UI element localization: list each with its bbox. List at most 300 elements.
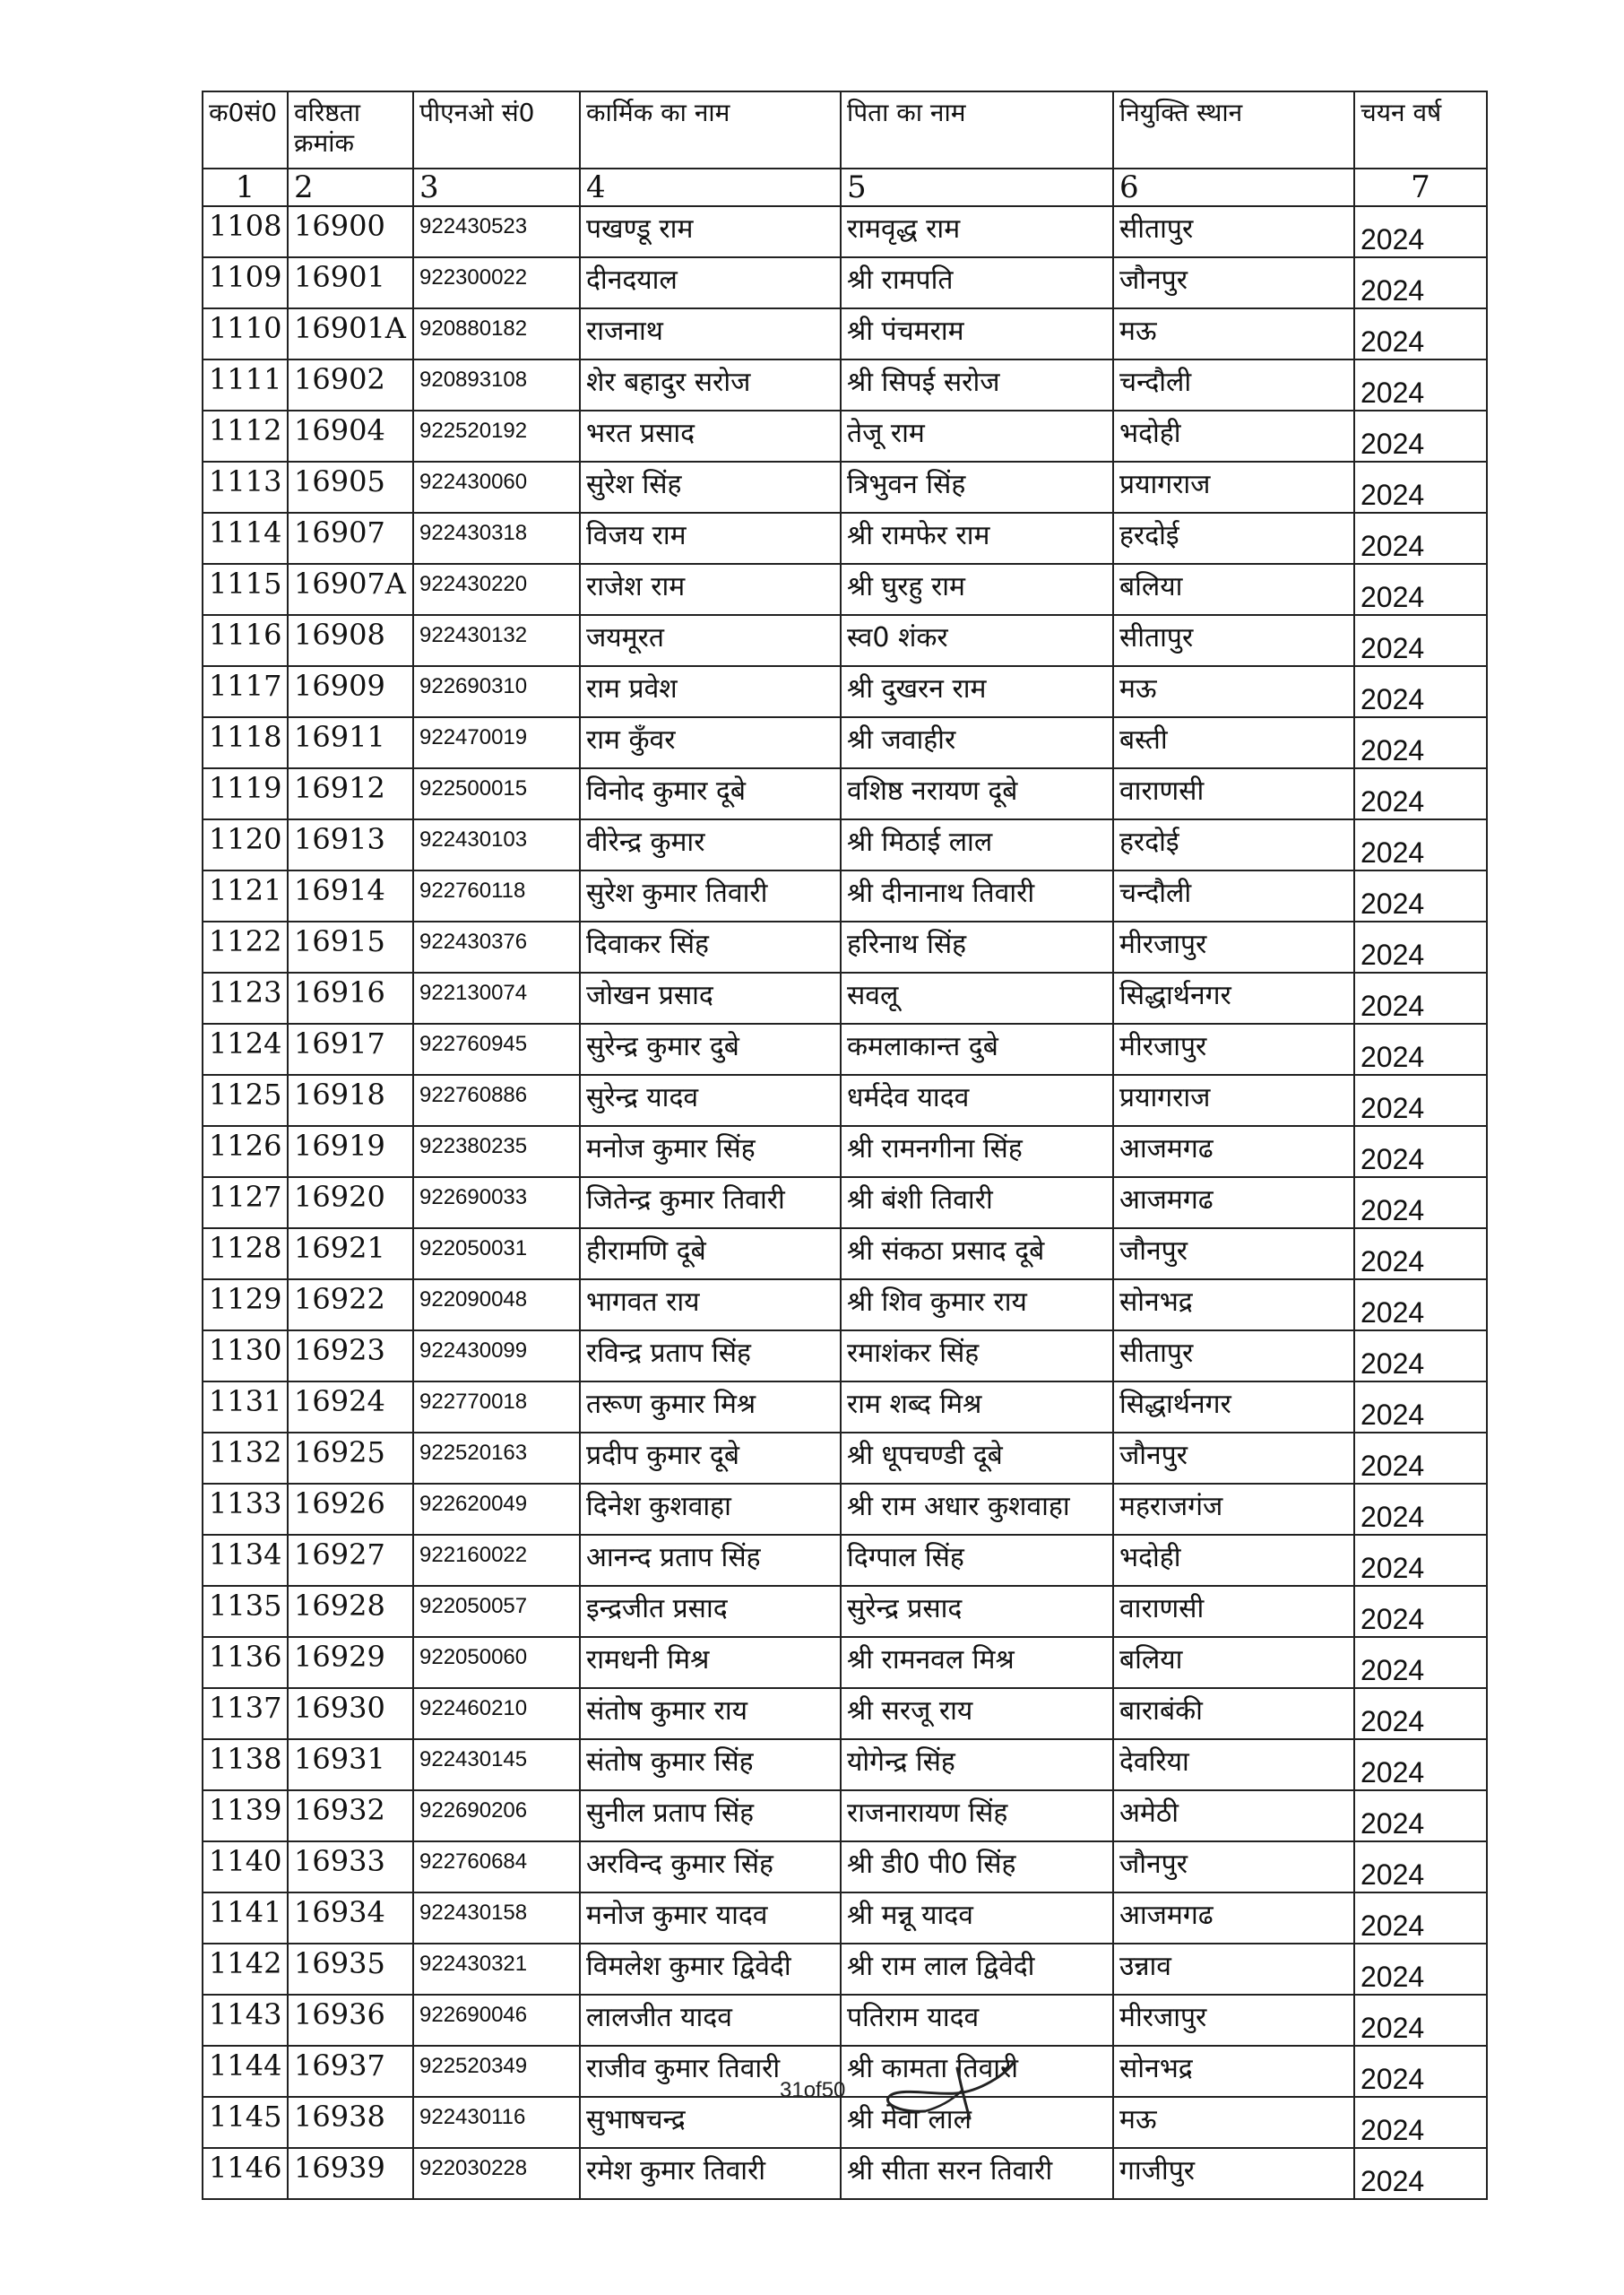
seniority-cell: 16926 xyxy=(288,1484,413,1535)
pno-cell: 922050060 xyxy=(413,1637,580,1688)
serial-cell: 1146 xyxy=(203,2148,288,2199)
selection-year-cell: 2024 xyxy=(1354,1637,1487,1688)
seniority-cell: 16933 xyxy=(288,1841,413,1892)
pno-cell: 922430060 xyxy=(413,462,580,513)
employee-name-cell: सुरेश कुमार तिवारी xyxy=(580,870,841,922)
seniority-cell: 16919 xyxy=(288,1126,413,1177)
table-row xyxy=(203,2097,1487,2148)
selection-year-cell: 2024 xyxy=(1354,922,1487,973)
table-row xyxy=(203,513,1487,564)
pno-cell: 922520163 xyxy=(413,1433,580,1484)
posting-place-cell: चन्दौली xyxy=(1113,359,1354,411)
serial-cell: 1144 xyxy=(203,2046,288,2097)
employee-name-cell: दिनेश कुशवाहा xyxy=(580,1484,841,1535)
serial-cell: 1139 xyxy=(203,1790,288,1841)
posting-place-cell: सीतापुर xyxy=(1113,615,1354,666)
posting-place-cell: वाराणसी xyxy=(1113,768,1354,819)
table-row xyxy=(203,308,1487,359)
seniority-cell: 16905 xyxy=(288,462,413,513)
table-row xyxy=(203,717,1487,768)
father-name-cell: श्री मन्नू यादव xyxy=(841,1892,1113,1944)
serial-cell: 1118 xyxy=(203,717,288,768)
seniority-cell: 16931 xyxy=(288,1739,413,1790)
father-name-cell: त्रिभुवन सिंह xyxy=(841,462,1113,513)
father-name-cell: रामवृद्ध राम xyxy=(841,206,1113,257)
employee-name-cell: सुरेन्द्र यादव xyxy=(580,1075,841,1126)
column-number: 7 xyxy=(1354,169,1487,206)
employee-name-cell: जोखन प्रसाद xyxy=(580,973,841,1024)
seniority-cell: 16916 xyxy=(288,973,413,1024)
posting-place-cell: जौनपुर xyxy=(1113,1841,1354,1892)
selection-year-cell: 2024 xyxy=(1354,666,1487,717)
pno-cell: 922470019 xyxy=(413,717,580,768)
posting-place-cell: अमेठी xyxy=(1113,1790,1354,1841)
serial-cell: 1114 xyxy=(203,513,288,564)
posting-place-cell: गाजीपुर xyxy=(1113,2148,1354,2199)
posting-place-cell: मऊ xyxy=(1113,2097,1354,2148)
selection-year-cell: 2024 xyxy=(1354,1944,1487,1995)
posting-place-cell: सोनभद्र xyxy=(1113,2046,1354,2097)
father-name-cell: स्व0 शंकर xyxy=(841,615,1113,666)
table-row xyxy=(203,1688,1487,1739)
table-row xyxy=(203,1586,1487,1637)
serial-cell: 1117 xyxy=(203,666,288,717)
father-name-cell: श्री दुखरन राम xyxy=(841,666,1113,717)
father-name-cell: श्री संकठा प्रसाद दूबे xyxy=(841,1228,1113,1279)
selection-year-cell: 2024 xyxy=(1354,615,1487,666)
selection-year-cell: 2024 xyxy=(1354,257,1487,308)
posting-place-cell: मीरजापुर xyxy=(1113,922,1354,973)
father-name-cell: श्री मिठाई लाल xyxy=(841,819,1113,870)
father-name-cell: पतिराम यादव xyxy=(841,1995,1113,2046)
selection-year-cell: 2024 xyxy=(1354,359,1487,411)
posting-place-cell: आजमगढ xyxy=(1113,1892,1354,1944)
selection-year-cell: 2024 xyxy=(1354,1892,1487,1944)
seniority-cell: 16900 xyxy=(288,206,413,257)
father-name-cell: श्री राम अधार कुशवाहा xyxy=(841,1484,1113,1535)
employee-name-cell: राम प्रवेश xyxy=(580,666,841,717)
pno-cell: 922690046 xyxy=(413,1995,580,2046)
serial-cell: 1119 xyxy=(203,768,288,819)
serial-cell: 1142 xyxy=(203,1944,288,1995)
father-name-cell: सवलू xyxy=(841,973,1113,1024)
serial-cell: 1112 xyxy=(203,411,288,462)
posting-place-cell: आजमगढ xyxy=(1113,1126,1354,1177)
table-row xyxy=(203,1177,1487,1228)
selection-year-cell: 2024 xyxy=(1354,1841,1487,1892)
pno-cell: 922380235 xyxy=(413,1126,580,1177)
pno-cell: 922690033 xyxy=(413,1177,580,1228)
employee-name-cell: संतोष कुमार सिंह xyxy=(580,1739,841,1790)
seniority-cell: 16928 xyxy=(288,1586,413,1637)
seniority-cell: 16914 xyxy=(288,870,413,922)
seniority-cell: 16912 xyxy=(288,768,413,819)
table-row xyxy=(203,1995,1487,2046)
posting-place-cell: प्रयागराज xyxy=(1113,1075,1354,1126)
column-number: 5 xyxy=(841,169,1113,206)
employee-name-cell: मनोज कुमार सिंह xyxy=(580,1126,841,1177)
posting-place-cell: सीतापुर xyxy=(1113,1330,1354,1381)
father-name-cell: श्री शिव कुमार राय xyxy=(841,1279,1113,1330)
selection-year-cell: 2024 xyxy=(1354,1484,1487,1535)
selection-year-cell: 2024 xyxy=(1354,1126,1487,1177)
father-name-cell: सुरेन्द्र प्रसाद xyxy=(841,1586,1113,1637)
selection-year-cell: 2024 xyxy=(1354,1739,1487,1790)
seniority-cell: 16921 xyxy=(288,1228,413,1279)
pno-cell: 922760945 xyxy=(413,1024,580,1075)
selection-year-cell: 2024 xyxy=(1354,973,1487,1024)
father-name-cell: श्री घुरहु राम xyxy=(841,564,1113,615)
father-name-cell: हरिनाथ सिंह xyxy=(841,922,1113,973)
serial-cell: 1135 xyxy=(203,1586,288,1637)
table-row xyxy=(203,1024,1487,1075)
employee-name-cell: जितेन्द्र कुमार तिवारी xyxy=(580,1177,841,1228)
column-number-row xyxy=(203,169,1487,206)
header-posting-place: नियुक्ति स्थान xyxy=(1113,91,1354,169)
posting-place-cell: सिद्धार्थनगर xyxy=(1113,973,1354,1024)
posting-place-cell: वाराणसी xyxy=(1113,1586,1354,1637)
seniority-cell: 16937 xyxy=(288,2046,413,2097)
employee-name-cell: तरूण कुमार मिश्र xyxy=(580,1381,841,1433)
column-number: 3 xyxy=(413,169,580,206)
posting-place-cell: मऊ xyxy=(1113,308,1354,359)
seniority-cell: 16917 xyxy=(288,1024,413,1075)
seniority-cell: 16909 xyxy=(288,666,413,717)
serial-cell: 1145 xyxy=(203,2097,288,2148)
serial-cell: 1143 xyxy=(203,1995,288,2046)
seniority-cell: 16927 xyxy=(288,1535,413,1586)
table-row xyxy=(203,870,1487,922)
pno-cell: 922030228 xyxy=(413,2148,580,2199)
serial-cell: 1124 xyxy=(203,1024,288,1075)
table-row xyxy=(203,1892,1487,1944)
serial-cell: 1136 xyxy=(203,1637,288,1688)
serial-cell: 1110 xyxy=(203,308,288,359)
selection-year-cell: 2024 xyxy=(1354,1433,1487,1484)
father-name-cell: श्री दीनानाथ तिवारी xyxy=(841,870,1113,922)
table-row xyxy=(203,359,1487,411)
employee-name-cell: राजेश राम xyxy=(580,564,841,615)
father-name-cell: कमलाकान्त दुबे xyxy=(841,1024,1113,1075)
table-row xyxy=(203,206,1487,257)
serial-cell: 1130 xyxy=(203,1330,288,1381)
posting-place-cell: सिद्धार्थनगर xyxy=(1113,1381,1354,1433)
selection-year-cell: 2024 xyxy=(1354,2148,1487,2199)
pno-cell: 922760886 xyxy=(413,1075,580,1126)
column-number: 2 xyxy=(288,169,413,206)
seniority-cell: 16902 xyxy=(288,359,413,411)
serial-cell: 1141 xyxy=(203,1892,288,1944)
father-name-cell: श्री रामपति xyxy=(841,257,1113,308)
employee-name-cell: भागवत राय xyxy=(580,1279,841,1330)
employee-name-cell: सुनील प्रताप सिंह xyxy=(580,1790,841,1841)
pno-cell: 922430132 xyxy=(413,615,580,666)
serial-cell: 1127 xyxy=(203,1177,288,1228)
selection-year-cell: 2024 xyxy=(1354,1535,1487,1586)
employee-name-cell: हीरामणि दूबे xyxy=(580,1228,841,1279)
table-row xyxy=(203,462,1487,513)
employee-name-cell: रामधनी मिश्र xyxy=(580,1637,841,1688)
seniority-cell: 16924 xyxy=(288,1381,413,1433)
selection-year-cell: 2024 xyxy=(1354,1381,1487,1433)
seniority-cell: 16915 xyxy=(288,922,413,973)
posting-place-cell: बलिया xyxy=(1113,1637,1354,1688)
father-name-cell: श्री बंशी तिवारी xyxy=(841,1177,1113,1228)
seniority-cell: 16936 xyxy=(288,1995,413,2046)
father-name-cell: श्री डी0 पी0 सिंह xyxy=(841,1841,1113,1892)
employee-name-cell: विजय राम xyxy=(580,513,841,564)
father-name-cell: श्री राम लाल द्विवेदी xyxy=(841,1944,1113,1995)
table-row xyxy=(203,564,1487,615)
posting-place-cell: बाराबंकी xyxy=(1113,1688,1354,1739)
posting-place-cell: सोनभद्र xyxy=(1113,1279,1354,1330)
employee-name-cell: विनोद कुमार दूबे xyxy=(580,768,841,819)
header-seniority: वरिष्ठता क्रमांक xyxy=(288,91,413,169)
pno-cell: 922520349 xyxy=(413,2046,580,2097)
selection-year-cell: 2024 xyxy=(1354,2097,1487,2148)
posting-place-cell: बलिया xyxy=(1113,564,1354,615)
posting-place-cell: प्रयागराज xyxy=(1113,462,1354,513)
employee-name-cell: वीरेन्द्र कुमार xyxy=(580,819,841,870)
pno-cell: 922430158 xyxy=(413,1892,580,1944)
employee-name-cell: लालजीत यादव xyxy=(580,1995,841,2046)
header-serial: क0सं0 xyxy=(203,91,288,169)
table-row xyxy=(203,1126,1487,1177)
posting-place-cell: हरदोई xyxy=(1113,819,1354,870)
posting-place-cell: मीरजापुर xyxy=(1113,1995,1354,2046)
serial-cell: 1113 xyxy=(203,462,288,513)
table-row xyxy=(203,768,1487,819)
pno-cell: 922430116 xyxy=(413,2097,580,2148)
seniority-cell: 16935 xyxy=(288,1944,413,1995)
posting-place-cell: चन्दौली xyxy=(1113,870,1354,922)
table-row xyxy=(203,1637,1487,1688)
serial-cell: 1129 xyxy=(203,1279,288,1330)
father-name-cell: श्री रामनवल मिश्र xyxy=(841,1637,1113,1688)
employee-name-cell: सुरेन्द्र कुमार दुबे xyxy=(580,1024,841,1075)
serial-cell: 1111 xyxy=(203,359,288,411)
pno-cell: 922430523 xyxy=(413,206,580,257)
table-row xyxy=(203,922,1487,973)
selection-year-cell: 2024 xyxy=(1354,2046,1487,2097)
pno-cell: 922430321 xyxy=(413,1944,580,1995)
table-row xyxy=(203,1381,1487,1433)
employee-name-cell: राम कुँवर xyxy=(580,717,841,768)
seniority-cell: 16925 xyxy=(288,1433,413,1484)
father-name-cell: श्री रामनगीना सिंह xyxy=(841,1126,1113,1177)
employee-name-cell: राजीव कुमार तिवारी xyxy=(580,2046,841,2097)
posting-place-cell: जौनपुर xyxy=(1113,257,1354,308)
table-row xyxy=(203,819,1487,870)
column-number: 6 xyxy=(1113,169,1354,206)
table-row xyxy=(203,1433,1487,1484)
table-row xyxy=(203,2148,1487,2199)
employee-name-cell: पखण्डू राम xyxy=(580,206,841,257)
posting-place-cell: महराजगंज xyxy=(1113,1484,1354,1535)
seniority-cell: 16918 xyxy=(288,1075,413,1126)
father-name-cell: वशिष्ठ नरायण दूबे xyxy=(841,768,1113,819)
posting-place-cell: हरदोई xyxy=(1113,513,1354,564)
table-row xyxy=(203,257,1487,308)
seniority-cell: 16938 xyxy=(288,2097,413,2148)
selection-year-cell: 2024 xyxy=(1354,513,1487,564)
serial-cell: 1132 xyxy=(203,1433,288,1484)
selection-year-cell: 2024 xyxy=(1354,1790,1487,1841)
father-name-cell: राजनारायण सिंह xyxy=(841,1790,1113,1841)
pno-cell: 922460210 xyxy=(413,1688,580,1739)
table-row xyxy=(203,1790,1487,1841)
employee-name-cell: रविन्द्र प्रताप सिंह xyxy=(580,1330,841,1381)
selection-year-cell: 2024 xyxy=(1354,768,1487,819)
table-row xyxy=(203,1535,1487,1586)
employee-name-cell: इन्द्रजीत प्रसाद xyxy=(580,1586,841,1637)
serial-cell: 1138 xyxy=(203,1739,288,1790)
father-name-cell: श्री सीता सरन तिवारी xyxy=(841,2148,1113,2199)
serial-cell: 1133 xyxy=(203,1484,288,1535)
selection-year-cell: 2024 xyxy=(1354,206,1487,257)
posting-place-cell: उन्नाव xyxy=(1113,1944,1354,1995)
pno-cell: 922770018 xyxy=(413,1381,580,1433)
seniority-cell: 16913 xyxy=(288,819,413,870)
employee-name-cell: विमलेश कुमार द्विवेदी xyxy=(580,1944,841,1995)
father-name-cell: श्री मेवा लाल xyxy=(841,2097,1113,2148)
father-name-cell: श्री सिपई सरोज xyxy=(841,359,1113,411)
pno-cell: 922430103 xyxy=(413,819,580,870)
father-name-cell: श्री धूपचण्डी दूबे xyxy=(841,1433,1113,1484)
pno-cell: 920880182 xyxy=(413,308,580,359)
selection-year-cell: 2024 xyxy=(1354,819,1487,870)
selection-year-cell: 2024 xyxy=(1354,717,1487,768)
table-row xyxy=(203,1841,1487,1892)
employee-name-cell: जयमूरत xyxy=(580,615,841,666)
signature-mark xyxy=(871,2048,1024,2125)
father-name-cell: दिग्पाल सिंह xyxy=(841,1535,1113,1586)
header-pno: पीएनओ सं0 xyxy=(413,91,580,169)
selection-year-cell: 2024 xyxy=(1354,1586,1487,1637)
father-name-cell: श्री कामता तिवारी xyxy=(841,2046,1113,2097)
selection-year-cell: 2024 xyxy=(1354,564,1487,615)
father-name-cell: रमाशंकर सिंह xyxy=(841,1330,1113,1381)
posting-place-cell: मीरजापुर xyxy=(1113,1024,1354,1075)
selection-year-cell: 2024 xyxy=(1354,1024,1487,1075)
father-name-cell: योगेन्द्र सिंह xyxy=(841,1739,1113,1790)
seniority-cell: 16930 xyxy=(288,1688,413,1739)
selection-year-cell: 2024 xyxy=(1354,462,1487,513)
serial-cell: 1109 xyxy=(203,257,288,308)
pno-cell: 922620049 xyxy=(413,1484,580,1535)
serial-cell: 1122 xyxy=(203,922,288,973)
seniority-cell: 16923 xyxy=(288,1330,413,1381)
father-name-cell: श्री पंचमराम xyxy=(841,308,1113,359)
serial-cell: 1115 xyxy=(203,564,288,615)
pno-cell: 922690206 xyxy=(413,1790,580,1841)
employee-name-cell: राजनाथ xyxy=(580,308,841,359)
seniority-cell: 16911 xyxy=(288,717,413,768)
seniority-cell: 16901A xyxy=(288,308,413,359)
table-row xyxy=(203,666,1487,717)
selection-year-cell: 2024 xyxy=(1354,1075,1487,1126)
header-row xyxy=(203,91,1487,169)
seniority-cell: 16904 xyxy=(288,411,413,462)
selection-year-cell: 2024 xyxy=(1354,1177,1487,1228)
father-name-cell: राम शब्द मिश्र xyxy=(841,1381,1113,1433)
seniority-cell: 16908 xyxy=(288,615,413,666)
employee-name-cell: दीनदयाल xyxy=(580,257,841,308)
pno-cell: 922690310 xyxy=(413,666,580,717)
employee-name-cell: दिवाकर सिंह xyxy=(580,922,841,973)
table-row xyxy=(203,1739,1487,1790)
selection-year-cell: 2024 xyxy=(1354,1995,1487,2046)
pno-cell: 922050031 xyxy=(413,1228,580,1279)
employee-name-cell: शेर बहादुर सरोज xyxy=(580,359,841,411)
posting-place-cell: जौनपुर xyxy=(1113,1228,1354,1279)
posting-place-cell: जौनपुर xyxy=(1113,1433,1354,1484)
posting-place-cell: देवरिया xyxy=(1113,1739,1354,1790)
serial-cell: 1140 xyxy=(203,1841,288,1892)
pno-cell: 922520192 xyxy=(413,411,580,462)
serial-cell: 1108 xyxy=(203,206,288,257)
pno-cell: 922500015 xyxy=(413,768,580,819)
table-row xyxy=(203,973,1487,1024)
column-number: 1 xyxy=(203,169,288,206)
seniority-cell: 16920 xyxy=(288,1177,413,1228)
employee-name-cell: सुरेश सिंह xyxy=(580,462,841,513)
personnel-table xyxy=(202,91,1488,2200)
table-row xyxy=(203,1484,1487,1535)
employee-name-cell: अरविन्द कुमार सिंह xyxy=(580,1841,841,1892)
employee-name-cell: सुभाषचन्द्र xyxy=(580,2097,841,2148)
page-number: 31of50 xyxy=(780,2078,846,2102)
serial-cell: 1126 xyxy=(203,1126,288,1177)
header-selection-year: चयन वर्ष xyxy=(1354,91,1487,169)
table-row xyxy=(203,411,1487,462)
table-row xyxy=(203,1075,1487,1126)
column-number: 4 xyxy=(580,169,841,206)
father-name-cell: श्री सरजू राय xyxy=(841,1688,1113,1739)
table-body xyxy=(203,206,1487,2199)
pno-cell: 922130074 xyxy=(413,973,580,1024)
table-row xyxy=(203,1330,1487,1381)
serial-cell: 1120 xyxy=(203,819,288,870)
posting-place-cell: आजमगढ xyxy=(1113,1177,1354,1228)
table-row xyxy=(203,615,1487,666)
serial-cell: 1137 xyxy=(203,1688,288,1739)
serial-cell: 1125 xyxy=(203,1075,288,1126)
selection-year-cell: 2024 xyxy=(1354,308,1487,359)
father-name-cell: श्री रामफेर राम xyxy=(841,513,1113,564)
father-name-cell: श्री जवाहीर xyxy=(841,717,1113,768)
header-father-name: पिता का नाम xyxy=(841,91,1113,169)
pno-cell: 922430376 xyxy=(413,922,580,973)
seniority-cell: 16934 xyxy=(288,1892,413,1944)
serial-cell: 1128 xyxy=(203,1228,288,1279)
posting-place-cell: सीतापुर xyxy=(1113,206,1354,257)
posting-place-cell: मऊ xyxy=(1113,666,1354,717)
seniority-cell: 16922 xyxy=(288,1279,413,1330)
selection-year-cell: 2024 xyxy=(1354,870,1487,922)
pno-cell: 922430099 xyxy=(413,1330,580,1381)
pno-cell: 922300022 xyxy=(413,257,580,308)
selection-year-cell: 2024 xyxy=(1354,1688,1487,1739)
pno-cell: 922430318 xyxy=(413,513,580,564)
selection-year-cell: 2024 xyxy=(1354,1228,1487,1279)
pno-cell: 922090048 xyxy=(413,1279,580,1330)
serial-cell: 1131 xyxy=(203,1381,288,1433)
pno-cell: 920893108 xyxy=(413,359,580,411)
seniority-cell: 16932 xyxy=(288,1790,413,1841)
pno-cell: 922050057 xyxy=(413,1586,580,1637)
table-row xyxy=(203,1279,1487,1330)
